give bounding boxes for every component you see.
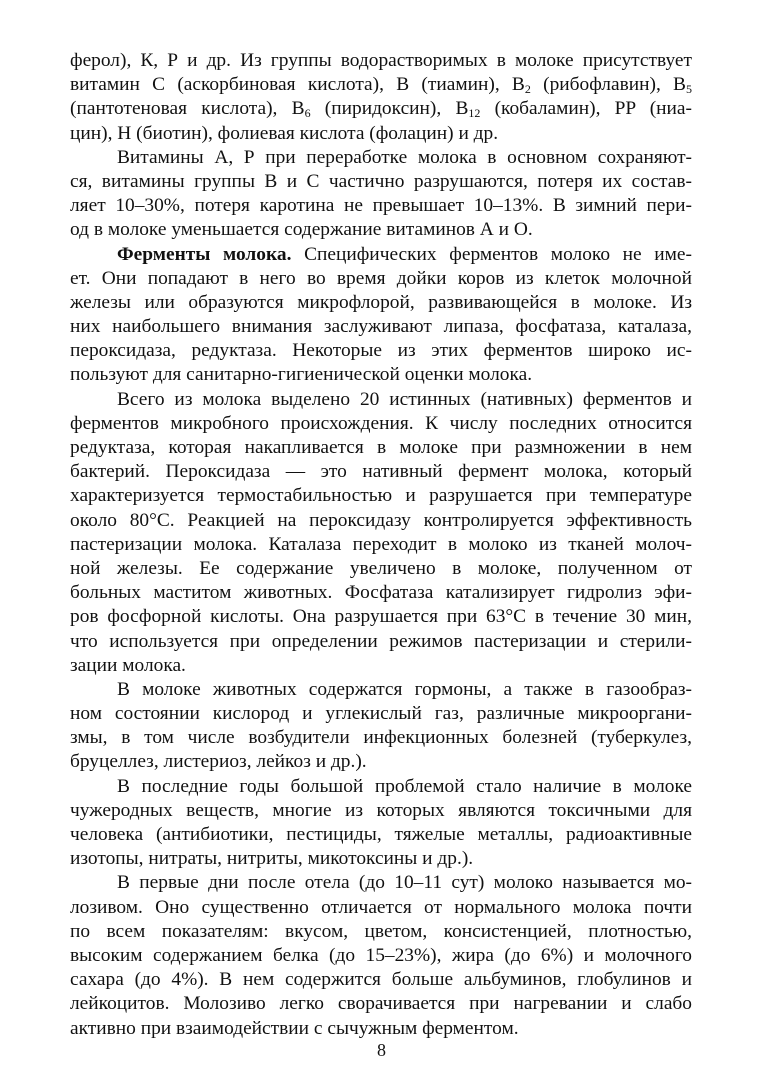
- text-line: лейкоцитов. Молозиво легко сворачивается при нагревании и слабо: [70, 993, 692, 1015]
- text-line: (пантотеновая кислота), $В_6$ (пиридоксин), $В_{12}$ (кобаламин), PP (ниа-: [70, 98, 692, 121]
- text-line: больных маститом животных. Фосфатаза катализирует гидролиз эфи-: [70, 582, 692, 604]
- paragraph: [70, 678, 692, 775]
- text-line: активно при взаимодействии с сычужным ферментом.: [70, 1017, 519, 1039]
- text-line: витамин С (аскорбиновая кислота), В (тиамин), $В_2$ (рибофлавин), $В_5$: [70, 74, 692, 97]
- text-line: человека (антибиотики, пестициды, тяжелые металлы, радиоактивные: [70, 824, 692, 845]
- paragraph: [70, 388, 692, 678]
- paragraph: [70, 871, 692, 1040]
- text-line: Всего из молока выделено 20 истинных (нативных) ферментов и: [117, 388, 692, 410]
- text-line: ферол), К, Р и др. Из группы водорастворимых в молоке присутствует: [70, 50, 692, 71]
- text-line: бруцеллез, листериоз, лейкоз и др.).: [70, 751, 367, 773]
- text-line: змы, в том числе возбудители инфекционных болезней (туберкулез,: [70, 727, 692, 749]
- text-line: чужеродных веществ, многие из которых являются токсичными для: [70, 799, 692, 821]
- text-line: редуктаза, которая накапливается в молоке при размножении в нем: [70, 437, 692, 458]
- text-line: зации молока.: [70, 654, 186, 676]
- subscript: 5: [686, 82, 692, 97]
- text-line: железы или образуются микрофлорой, развивающейся в молоке. Из: [70, 291, 692, 313]
- text-line: по всем показателям: вкусом, цветом, консистенцией, плотностью,: [70, 920, 692, 942]
- paragraph: [70, 49, 692, 146]
- text-line: пользуют для санитарно-гигиенической оценки молока.: [70, 364, 533, 386]
- subscript: 12: [468, 106, 481, 121]
- text-line: Витамины А, Р при переработке молока в основном сохраняют-: [117, 146, 692, 168]
- text-line: что используется при определении режимов пастеризации и стерили-: [70, 630, 692, 652]
- text-line: Ферменты молока. Специфических ферментов молоко не име-: [117, 243, 692, 265]
- text-line: пероксидаза, редуктаза. Некоторые из этих ферментов широко ис-: [70, 340, 692, 362]
- text-line: пастеризации молока. Каталаза переходит в молоко из тканей молоч-: [70, 533, 692, 555]
- subscript: 6: [304, 106, 311, 121]
- text-line: ферментов микробного происхождения. К числу последних относится: [70, 412, 692, 434]
- paragraph: [70, 775, 692, 872]
- text-line: ся, витамины группы В и С частично разрушаются, потеря их состав-: [70, 170, 692, 192]
- text-line: ет. Они попадают в него во время дойки коров из клеток молочной: [70, 267, 692, 289]
- text-line: около 80°С. Реакцией на пероксидазу контролируется эффективность: [70, 509, 692, 531]
- text-line: бактерий. Пероксидаза — это нативный фермент молока, который: [70, 461, 692, 483]
- text-line: характеризуется термостабильностью и разрушается при температуре: [70, 485, 692, 507]
- section-heading: Ферменты молока.: [117, 243, 292, 265]
- text-line: В первые дни после отела (до 10–11 сут) молоко называется мо-: [117, 872, 692, 894]
- text-line: лозивом. Оно существенно отличается от нормального молока почти: [70, 896, 692, 918]
- paragraph: [70, 146, 692, 243]
- text-line: высоким содержанием белка (до 15–23%), жира (до 6%) и молочного: [70, 944, 692, 966]
- page-number: 8: [377, 1040, 386, 1060]
- text-line: ной железы. Ее содержание увеличено в молоке, полученном от: [70, 557, 692, 579]
- text-line: В молоке животных содержатся гормоны, а также в газообраз-: [117, 678, 692, 700]
- text-line: цин), Н (биотин), фолиевая кислота (фолацин) и др.: [70, 122, 499, 144]
- document-page: [70, 49, 692, 1041]
- text-line: сахара (до 4%). В нем содержится больше альбуминов, глобулинов и: [70, 969, 692, 991]
- text-line: од в молоке уменьшается содержание витаминов А и О.: [70, 219, 533, 241]
- text-line: них наибольшего внимания заслуживают липаза, фосфатаза, каталаза,: [70, 316, 692, 338]
- text-line: ном состоянии кислород и углекислый газ, различные микрооргани-: [70, 703, 692, 725]
- text-line: ляет 10–30%, потеря каротина не превышает 10–13%. В зимний пери-: [70, 195, 692, 217]
- paragraph: [70, 243, 692, 388]
- text-line: ров фосфорной кислоты. Она разрушается при 63°С в течение 30 мин,: [70, 606, 692, 628]
- subscript: 2: [524, 82, 531, 97]
- text-line: изотопы, нитраты, нитриты, микотоксины и др.).: [70, 848, 474, 870]
- text-line: В последние годы большой проблемой стало наличие в молоке: [117, 775, 692, 797]
